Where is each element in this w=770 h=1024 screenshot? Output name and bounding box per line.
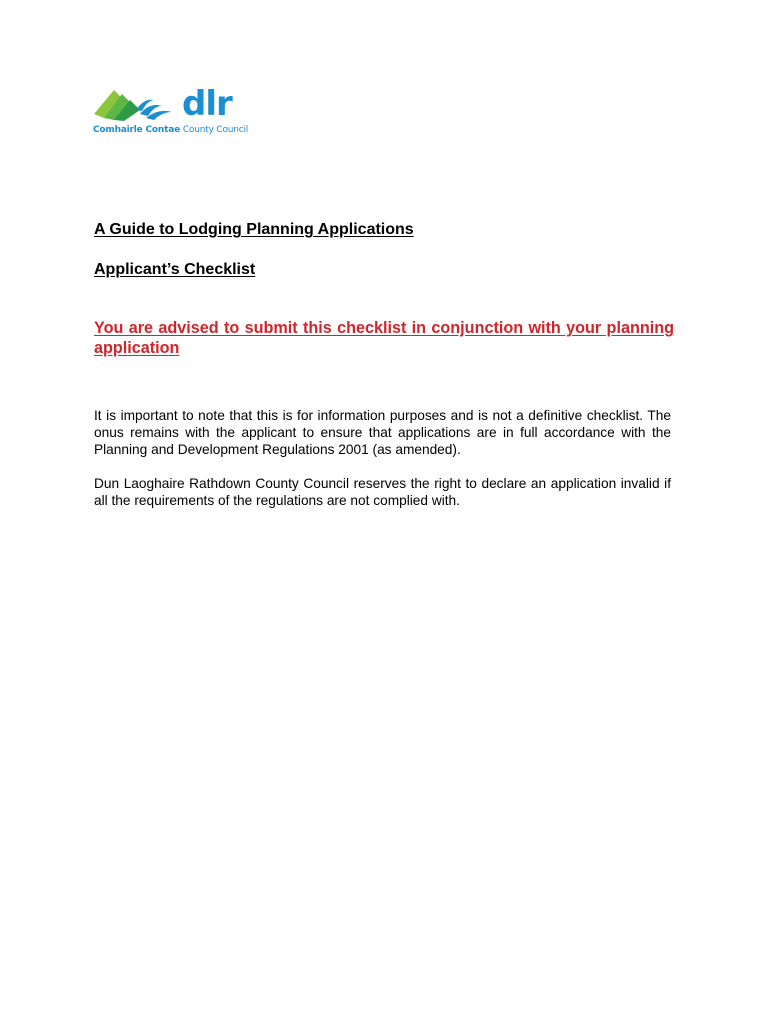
advice-notice: You are advised to submit this checklist in conjunction with your planning application xyxy=(94,319,674,357)
logo-tagline xyxy=(93,125,248,136)
invalidity-paragraph: Dun Laoghaire Rathdown County Council reserves the right to declare an application invalid if all the requirements of the regulations are not complied with. xyxy=(94,476,671,508)
council-logo xyxy=(92,84,249,140)
information-paragraph: It is important to note that this is for information purposes and is not a definitive checklist. The onus remains with the applicant to ensure that applications are in full accordance with the Planning and Development Regulations 2001 (as amended). xyxy=(94,408,671,457)
logo-tagline-english: County Council xyxy=(182,125,249,135)
document-subtitle: Applicant’s Checklist xyxy=(94,261,256,278)
logo-wordmark: dlr xyxy=(182,84,232,124)
wave-emblem-icon xyxy=(92,84,182,124)
logo-tagline-irish: Comhairle Contae xyxy=(93,125,180,135)
document-title: A Guide to Lodging Planning Applications xyxy=(94,221,414,238)
